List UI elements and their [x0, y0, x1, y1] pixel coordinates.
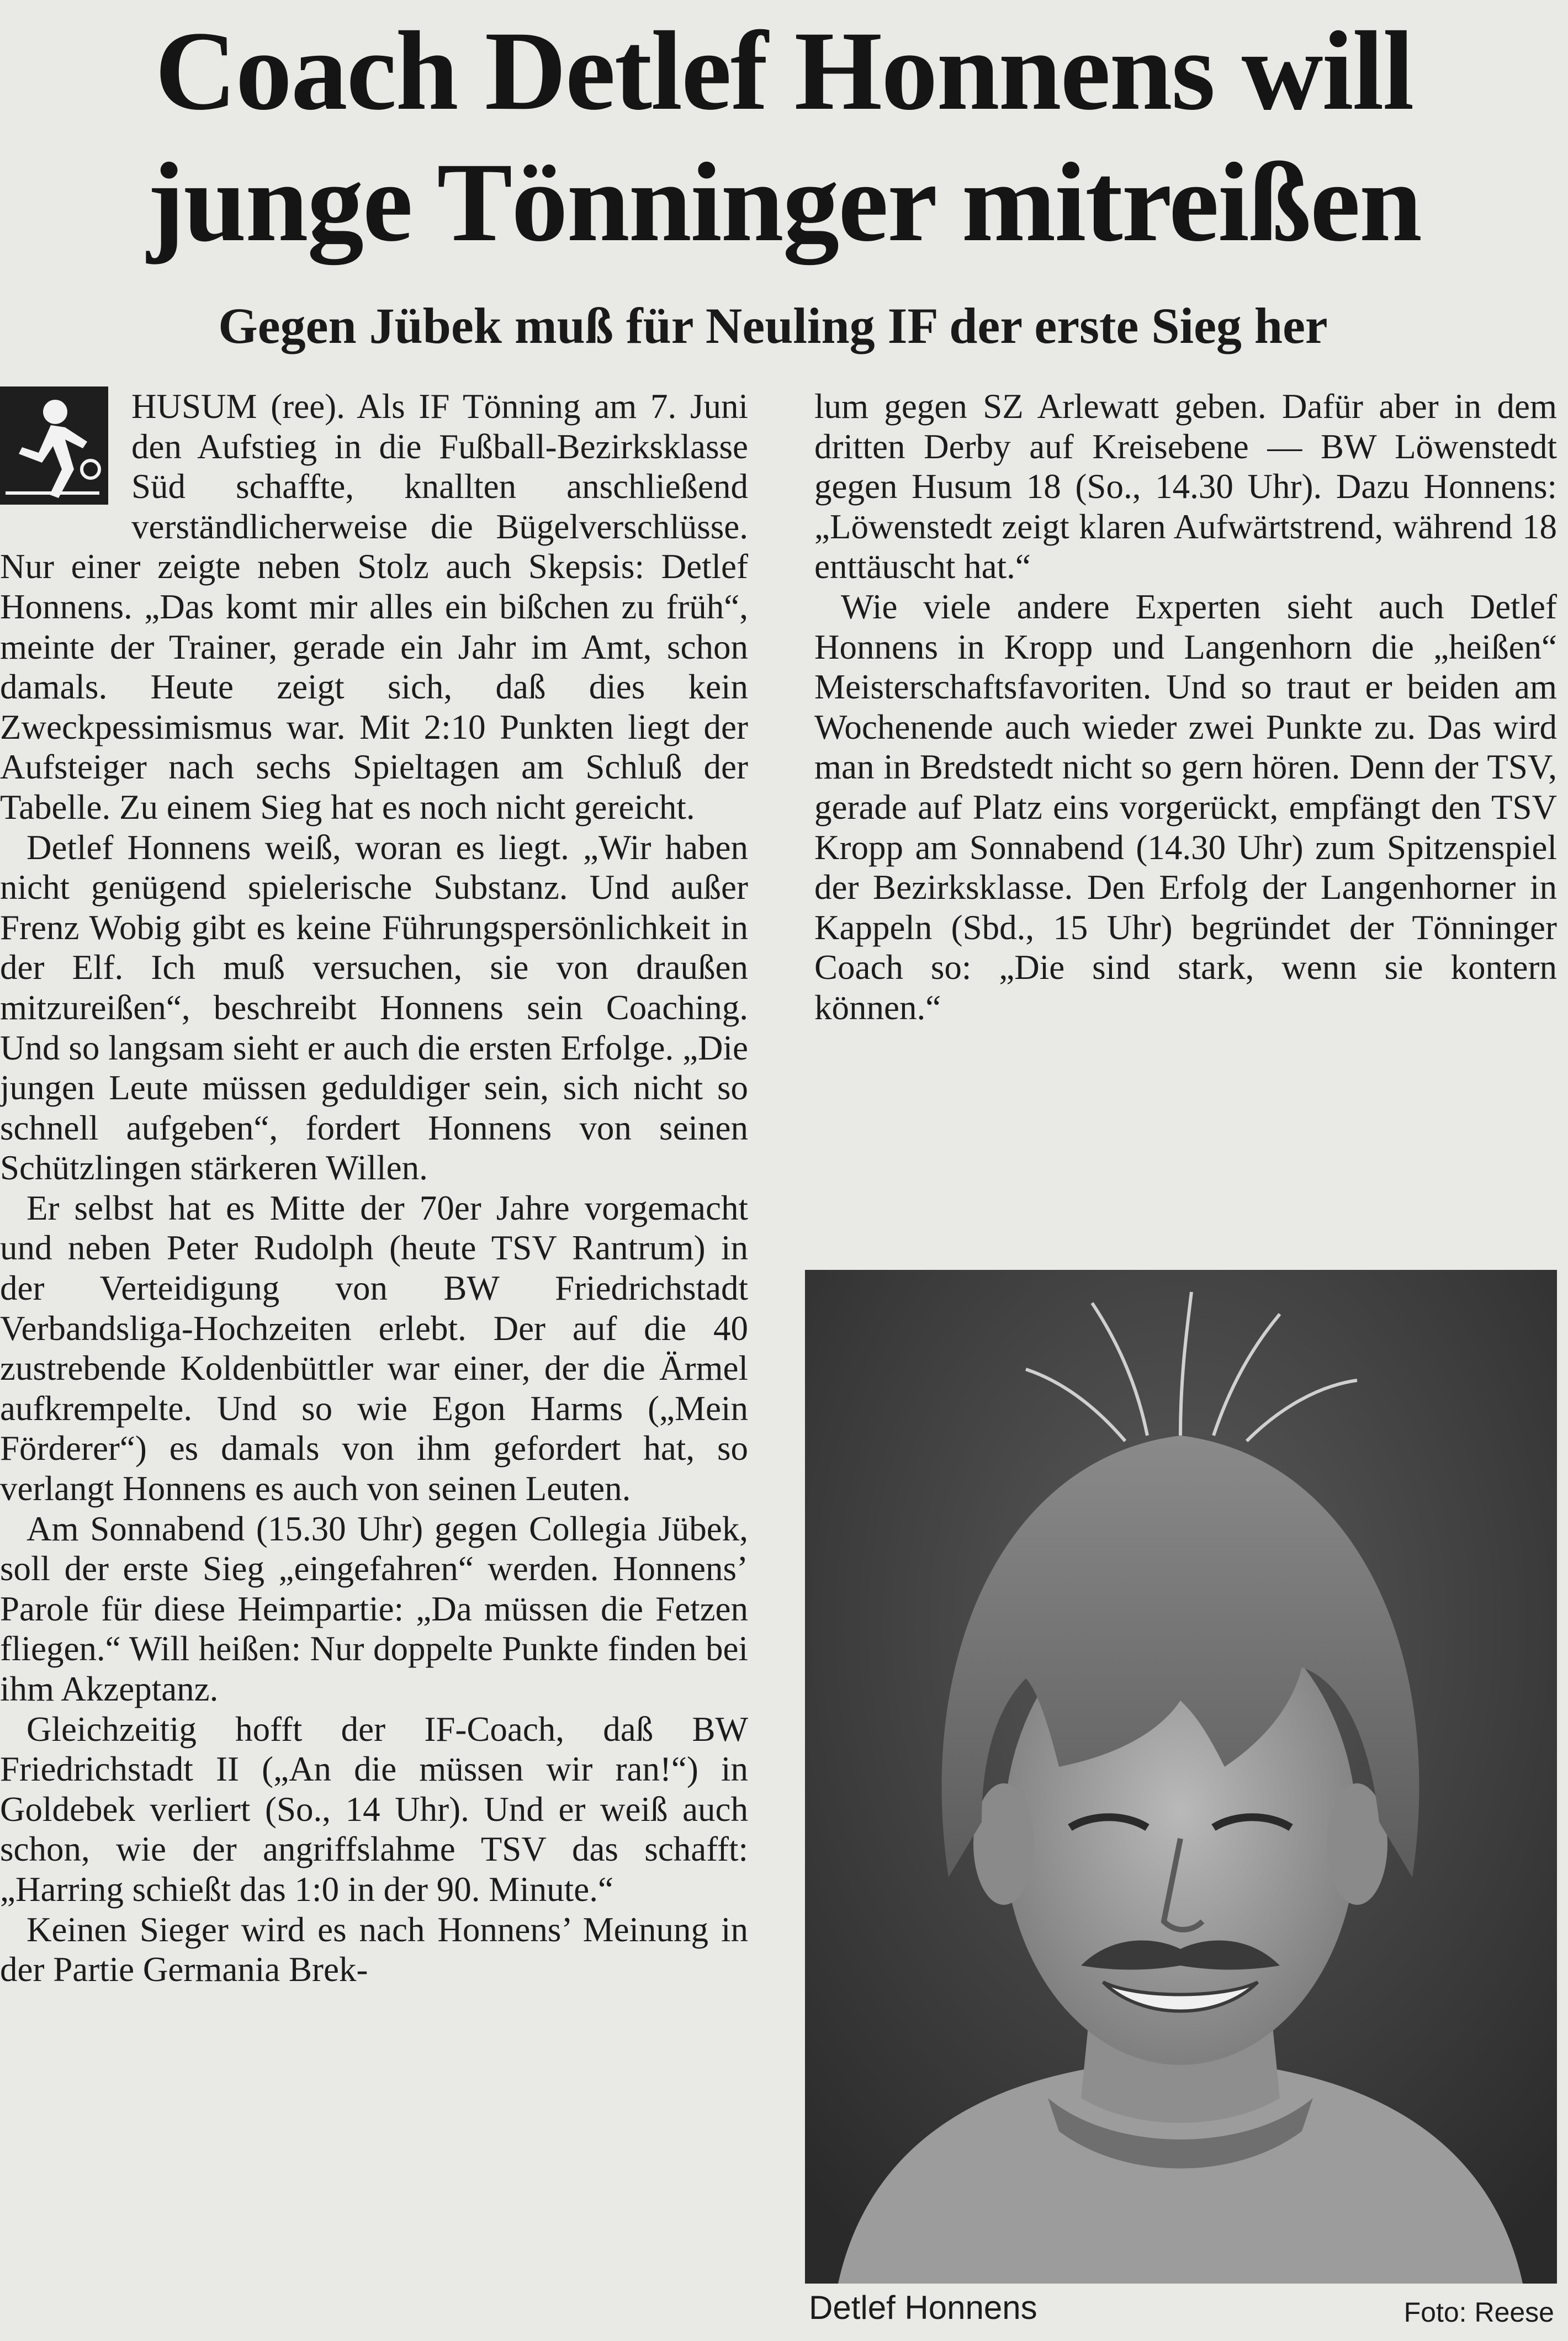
article-column-right — [814, 386, 1557, 1028]
subheadline: Gegen Jübek muß für Neuling IF der erste Sieg her — [218, 298, 1328, 354]
soccer-player-icon — [0, 386, 108, 505]
headline-line-1: Coach Detlef Honnens will — [155, 8, 1413, 134]
headline — [28, 6, 1540, 268]
paragraph: Detlef Honnens weiß, woran es liegt. „Wir haben nicht genügend spielerische Substanz. Und außer Frenz Wobig gibt es keine Führungspersönlichkeit in der Elf. Ich muß versuchen, sie von draußen mitzureißen“, beschreibt Honnens sein Coaching. Und so langsam sieht er auch die ersten Erfolge. „Die jungen Leute müssen geduldiger sein, sich nicht so schnell aufgeben“, fordert Honnens von seinen Schützlingen stärkeren Willen. — [0, 828, 748, 1188]
caption-name: Detlef Honnens — [809, 2289, 1037, 2326]
photo-credit: Foto: Reese — [1403, 2297, 1554, 2328]
paragraph: Er selbst hat es Mitte der 70er Jahre vorgemacht und neben Peter Rudolph (heute TSV Rantrum) in der Verteidigung von BW Friedrichstadt Verbandsliga-Hochzeiten erlebt. Der auf die 40 zustrebende Koldenbüttler war einer, der die Ärmel aufkrempelte. Und so wie Egon Harms („Mein Förderer“) es damals von ihm gefordert hat, so verlangt Honnens es auch von seinen Leuten. — [0, 1188, 748, 1508]
paragraph: Keinen Sieger wird es nach Honnens’ Meinung in der Partie Germania Brek- — [0, 1910, 748, 1989]
photo-caption — [809, 2289, 1560, 2333]
article-column-left — [0, 386, 748, 1990]
headline-line-2: junge Tönninger mitreißen — [147, 140, 1421, 265]
paragraph: Wie viele andere Experten sieht auch Detlef Honnens in Kropp und Langenhorn die „heißen“ Meisterschaftsfavoriten. Und so traut er beiden am Wochenende auch wieder zwei Punkte zu. Das wird man in Bredstedt nicht so gern hören. Denn der TSV, gerade auf Platz eins vorgerückt, empfängt den TSV Kropp am Sonnabend (14.30 Uhr) zum Spitzenspiel der Bezirksklasse. Den Erfolg der Langenhorner in Kappeln (Sbd., 15 Uhr) begründet der Tönninger Coach so: „Die sind stark, wenn sie kontern können.“ — [814, 587, 1557, 1027]
paragraph: Am Sonnabend (15.30 Uhr) gegen Collegia Jübek, soll der erste Sieg „eingefahren“ werden. Honnens’ Parole für diese Heimpartie: „Da müssen die Fetzen fliegen.“ Will heißen: Nur doppelte Punkte finden bei ihm Akzeptanz. — [0, 1509, 748, 1708]
paragraph: HUSUM (ree). Als IF Tönning am 7. Juni den Aufstieg in die Fußball-Bezirksklasse Süd schaffte, knallten anschließend verständlicherweise die Bügelverschlüsse. Nur einer zeigte neben Stolz auch Skepsis: Detlef Honnens. „Das komt mir alles ein bißchen zu früh“, meinte der Trainer, gerade ein Jahr im Amt, schon damals. Heute zeigt sich, daß dies kein Zweckpessimismus war. Mit 2:10 Punkten liegt der Aufsteiger nach sechs Spieltagen am Schluß der Tabelle. Zu einem Sieg hat es noch nicht gereicht. — [0, 387, 748, 827]
paragraph: lum gegen SZ Arlewatt geben. Dafür aber in dem dritten Derby auf Kreisebene — BW Löwenstedt gegen Husum 18 (So., 14.30 Uhr). Dazu Honnens: „Löwenstedt zeigt klaren Aufwärtstrend, während 18 enttäuscht hat.“ — [814, 387, 1557, 586]
paragraph: Gleichzeitig hofft der IF-Coach, daß BW Friedrichstadt II („An die müssen wir ran!“) in Goldebek verliert (So., 14 Uhr). Und er weiß auch schon, wie der angriffslahme TSV das schafft: „Harring schießt das 1:0 in der 90. Minute.“ — [0, 1709, 748, 1909]
portrait-photo — [805, 1270, 1557, 2284]
